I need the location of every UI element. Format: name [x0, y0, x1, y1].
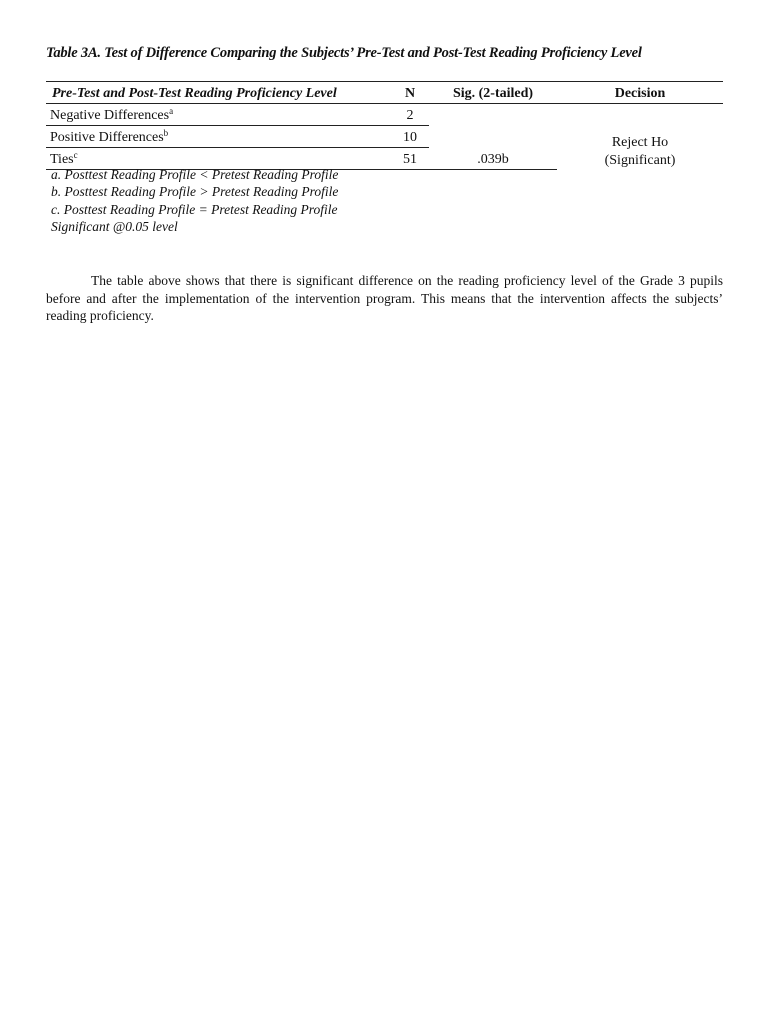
- header-proficiency-level: Pre-Test and Post-Test Reading Proficiency Level: [46, 82, 391, 104]
- table-notes: [51, 166, 338, 235]
- row-label-text: Positive Differences: [50, 130, 164, 145]
- row-label-text: Negative Differences: [50, 108, 170, 123]
- table-row: [46, 104, 723, 126]
- wilcoxon-results-table: [46, 81, 723, 170]
- row-n-value: 51: [391, 148, 429, 170]
- sig-value: .039b: [429, 148, 557, 170]
- decision-line-2: (Significant): [604, 152, 676, 168]
- table-caption: Table 3A. Test of Difference Comparing the Subjects’ Pre-Test and Post-Test Reading Proficiency Level: [46, 45, 642, 61]
- footnote-marker: a: [169, 106, 174, 116]
- table-note: c. Posttest Reading Profile = Pretest Reading Profile: [51, 201, 338, 217]
- footnote-marker: c: [73, 150, 78, 160]
- row-label: [46, 126, 391, 148]
- sig-cell-empty: [429, 126, 557, 148]
- table-row: [46, 126, 723, 148]
- sig-cell-empty: [429, 104, 557, 126]
- header-n: N: [391, 82, 429, 104]
- header-sig: Sig. (2-tailed): [429, 82, 557, 104]
- table-note: b. Posttest Reading Profile > Pretest Reading Profile: [51, 184, 339, 200]
- decision-line-1: Reject Ho: [611, 134, 669, 150]
- row-label-text: Ties: [50, 152, 74, 167]
- row-n-value: 10: [391, 126, 429, 148]
- interpretation-paragraph: The table above shows that there is significant difference on the reading proficiency level of the Grade 3 pupils before and after the implementation of the intervention program. This means that the intervention affects the subjects’ reading proficiency.: [46, 273, 723, 323]
- row-n-value: 2: [391, 104, 429, 126]
- table-header-row: [46, 82, 723, 104]
- decision-cell: [557, 126, 723, 170]
- footnote-marker: b: [163, 128, 169, 138]
- table-note: Significant @0.05 level: [51, 218, 178, 234]
- header-decision: Decision: [557, 82, 723, 104]
- row-label: [46, 104, 391, 126]
- decision-cell-empty: [557, 104, 723, 126]
- table-note: a. Posttest Reading Profile < Pretest Reading Profile: [51, 167, 339, 182]
